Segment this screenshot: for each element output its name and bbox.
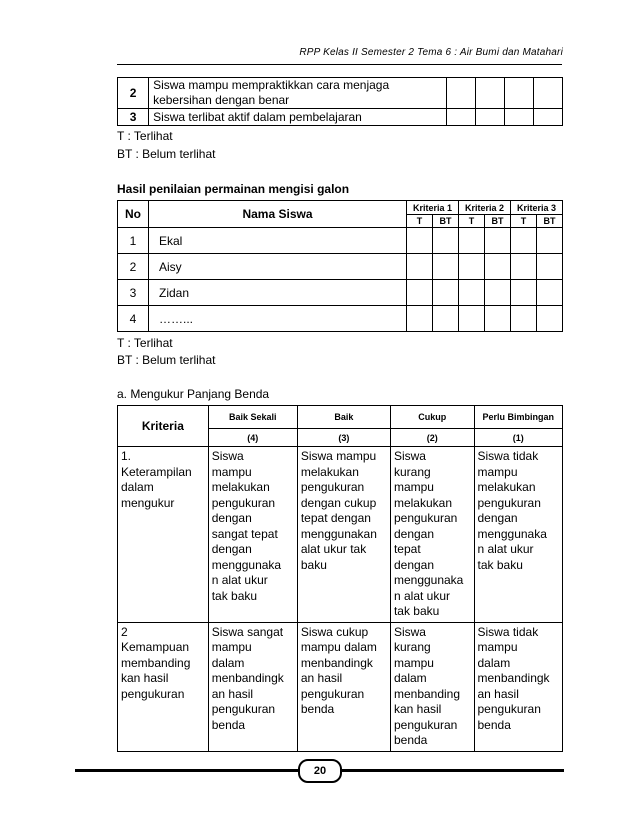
- text-line: pengukuran: [300, 686, 365, 701]
- text-line: dalam: [477, 655, 511, 670]
- score-cell[interactable]: [537, 306, 563, 332]
- subheader-t: T: [459, 215, 485, 228]
- score-cell[interactable]: [433, 254, 459, 280]
- subheader-bt: BT: [537, 215, 563, 228]
- check-cell[interactable]: [533, 109, 562, 126]
- check-cell[interactable]: [446, 109, 475, 126]
- level-header: Perlu Bimbingan: [474, 406, 563, 429]
- text-line: mampu: [211, 640, 252, 654]
- score-cell[interactable]: [485, 228, 511, 254]
- row-number: 3: [118, 280, 149, 306]
- text-line: dengan: [211, 511, 252, 525]
- rubric-cell: [208, 447, 297, 623]
- student-name: ……...: [149, 306, 407, 332]
- subheader-bt: BT: [485, 215, 511, 228]
- text-line: benda: [393, 733, 428, 747]
- score-cell[interactable]: [511, 306, 537, 332]
- text-line: mampu: [393, 480, 434, 494]
- column-header-no: No: [118, 201, 149, 228]
- text-line: kurang: [393, 464, 431, 479]
- subheader-bt: BT: [433, 215, 459, 228]
- score-cell[interactable]: [459, 306, 485, 332]
- score-cell[interactable]: [459, 254, 485, 280]
- text-line: dalam: [211, 655, 245, 670]
- text-line: melakukan: [211, 480, 270, 494]
- check-cell[interactable]: [533, 78, 562, 109]
- text-line: 1.: [121, 449, 132, 463]
- criteria-table: [117, 77, 563, 126]
- page-number: 20: [298, 759, 342, 783]
- score-cell[interactable]: [433, 228, 459, 254]
- text-line: alat ukur tak: [300, 542, 367, 556]
- row-number: 1: [118, 228, 149, 254]
- text-line: 2: [121, 624, 128, 639]
- score-cell[interactable]: [433, 306, 459, 332]
- text-line: benda: [300, 702, 335, 716]
- text-line: dengan: [477, 511, 518, 525]
- subheader-t: T: [511, 215, 537, 228]
- section-title: a. Mengukur Panjang Benda: [117, 387, 270, 401]
- score-cell[interactable]: [511, 280, 537, 306]
- text-line: mampu: [211, 464, 252, 479]
- text-line: kan hasil: [393, 702, 442, 716]
- text-line: Siswa mampu: [300, 449, 377, 463]
- text-line: mengukur: [121, 495, 175, 510]
- score-cell[interactable]: [485, 280, 511, 306]
- row-number: 4: [118, 306, 149, 332]
- table-row: [118, 254, 563, 280]
- text-line: an hasil: [477, 686, 519, 701]
- score-cell[interactable]: [537, 280, 563, 306]
- text-line: membanding: [121, 655, 191, 670]
- level-header: Baik: [297, 406, 390, 429]
- text-line: n alat ukur: [211, 573, 268, 587]
- table-row: [118, 447, 563, 623]
- score-cell[interactable]: [407, 280, 433, 306]
- score-cell[interactable]: [485, 306, 511, 332]
- table-row: [118, 228, 563, 254]
- text-line: benda: [477, 717, 511, 732]
- text-line: pengukuran: [393, 511, 458, 525]
- column-header-kriteria: Kriteria 2: [459, 201, 511, 215]
- text-line: dengan: [211, 542, 252, 556]
- student-name: Aisy: [149, 254, 407, 280]
- text-line: an hasil: [300, 671, 343, 685]
- text-line: Siswa: [211, 449, 244, 463]
- rubric-cell: [297, 447, 390, 623]
- score-header: (2): [390, 429, 474, 447]
- rubric-cell: [208, 622, 297, 751]
- page-header: RPP Kelas II Semester 2 Tema 6 : Air Bumi dan Matahari: [299, 47, 563, 58]
- text-line: melakukan: [393, 495, 452, 510]
- text-line: pengukuran: [393, 717, 458, 732]
- score-cell[interactable]: [407, 228, 433, 254]
- score-cell[interactable]: [537, 228, 563, 254]
- text-line: melakukan: [300, 464, 359, 479]
- footer-rule-right: [340, 769, 564, 772]
- text-line: Siswa tidak: [477, 449, 539, 463]
- text-line: menbandingk: [211, 671, 284, 685]
- legend-bt: BT : Belum terlihat: [117, 353, 216, 367]
- rubric-cell: [474, 622, 563, 751]
- student-name: Ekal: [149, 228, 407, 254]
- subheader-t: T: [407, 215, 433, 228]
- text-line: menbandingk: [477, 671, 550, 685]
- rubric-cell: [390, 622, 474, 751]
- check-cell[interactable]: [504, 109, 533, 126]
- text-line: kan hasil: [121, 671, 169, 685]
- criteria-cell: [118, 622, 209, 751]
- score-header: (4): [208, 429, 297, 447]
- column-header-kriteria: Kriteria 1: [407, 201, 459, 215]
- rubric-cell: [474, 447, 563, 623]
- text-line: sangat tepat: [211, 526, 278, 541]
- text-line: pengukuran: [211, 495, 276, 510]
- row-number: 2: [118, 254, 149, 280]
- check-cell[interactable]: [475, 78, 504, 109]
- legend-t: T : Terlihat: [117, 129, 173, 143]
- score-cell[interactable]: [537, 254, 563, 280]
- criteria-text: Siswa mampu mempraktikkan cara menjaga kebersihan dengan benar: [149, 78, 447, 109]
- criteria-text: Siswa terlibat aktif dalam pembelajaran: [149, 109, 447, 126]
- header-rule: [117, 64, 562, 65]
- score-cell[interactable]: [407, 306, 433, 332]
- text-line: pengukuran: [211, 702, 276, 716]
- header-row: [118, 201, 563, 215]
- assessment-table: [117, 200, 563, 332]
- header-row: [118, 406, 563, 429]
- row-number: 3: [118, 109, 149, 126]
- footer-rule-left: [75, 769, 299, 772]
- text-line: dalam: [393, 671, 427, 685]
- text-line: tepat dengan: [300, 511, 371, 525]
- check-cell[interactable]: [446, 78, 475, 109]
- text-line: Siswa: [393, 624, 426, 639]
- text-line: Siswa sangat: [211, 624, 284, 639]
- text-line: menbandingk: [300, 655, 373, 670]
- text-line: n alat ukur: [477, 542, 534, 556]
- text-line: Siswa: [393, 449, 426, 463]
- score-cell[interactable]: [407, 254, 433, 280]
- text-line: Keterampilan: [121, 464, 192, 479]
- text-line: benda: [211, 717, 246, 732]
- table-row: [118, 109, 563, 126]
- level-header: Cukup: [390, 406, 474, 429]
- table-row: [118, 622, 563, 751]
- score-cell[interactable]: [433, 280, 459, 306]
- text-line: tak baku: [393, 604, 440, 618]
- text-line: dengan cukup: [300, 495, 377, 510]
- text-line: dengan: [393, 526, 435, 541]
- rubric-table: [117, 405, 563, 752]
- text-line: menggunaka: [393, 573, 464, 587]
- section-title: Hasil penilaian permainan mengisi galon: [117, 182, 350, 196]
- text-line: baku: [300, 557, 327, 572]
- level-header: Baik Sekali: [208, 406, 297, 429]
- table-row: [118, 78, 563, 109]
- text-line: dengan: [393, 557, 435, 572]
- column-header-kriteria: Kriteria 3: [511, 201, 563, 215]
- text-line: pengukuran: [477, 495, 541, 510]
- text-line: pengukuran: [121, 686, 185, 701]
- student-name: Zidan: [149, 280, 407, 306]
- column-header-kriteria: Kriteria: [118, 406, 209, 447]
- text-line: Kemampuan: [121, 640, 190, 654]
- text-line: mampu: [477, 640, 518, 654]
- check-cell[interactable]: [475, 109, 504, 126]
- text-line: menggunaka: [211, 557, 282, 572]
- text-line: mampu dalam: [300, 640, 377, 654]
- legend-t: T : Terlihat: [117, 336, 173, 350]
- text-line: tak baku: [211, 588, 258, 603]
- text-line: mampu: [477, 464, 518, 479]
- score-header: (3): [297, 429, 390, 447]
- text-line: menbanding: [393, 686, 461, 701]
- text-line: melakukan: [477, 480, 536, 494]
- text-line: menggunakan: [300, 526, 377, 541]
- score-header: (1): [474, 429, 563, 447]
- score-cell[interactable]: [485, 254, 511, 280]
- score-cell[interactable]: [511, 254, 537, 280]
- row-number: 2: [118, 78, 149, 109]
- text-line: mampu: [393, 655, 434, 670]
- rubric-cell: [297, 622, 390, 751]
- text-line: pengukuran: [477, 702, 541, 716]
- legend-bt: BT : Belum terlihat: [117, 147, 216, 161]
- score-cell[interactable]: [459, 280, 485, 306]
- text-line: dalam: [121, 480, 154, 494]
- rubric-cell: [390, 447, 474, 623]
- text-line: Siswa tidak: [477, 624, 539, 639]
- score-cell[interactable]: [459, 228, 485, 254]
- criteria-cell: [118, 447, 209, 623]
- column-header-name: Nama Siswa: [149, 201, 407, 228]
- text-line: kurang: [393, 640, 431, 654]
- text-line: an hasil: [211, 686, 254, 701]
- table-row: [118, 280, 563, 306]
- text-line: n alat ukur: [393, 588, 451, 603]
- check-cell[interactable]: [504, 78, 533, 109]
- table-row: [118, 306, 563, 332]
- text-line: Siswa cukup: [300, 624, 369, 639]
- text-line: menggunaka: [477, 526, 547, 541]
- score-cell[interactable]: [511, 228, 537, 254]
- text-line: tepat: [393, 542, 421, 556]
- text-line: pengukuran: [300, 480, 365, 494]
- text-line: tak baku: [477, 557, 523, 572]
